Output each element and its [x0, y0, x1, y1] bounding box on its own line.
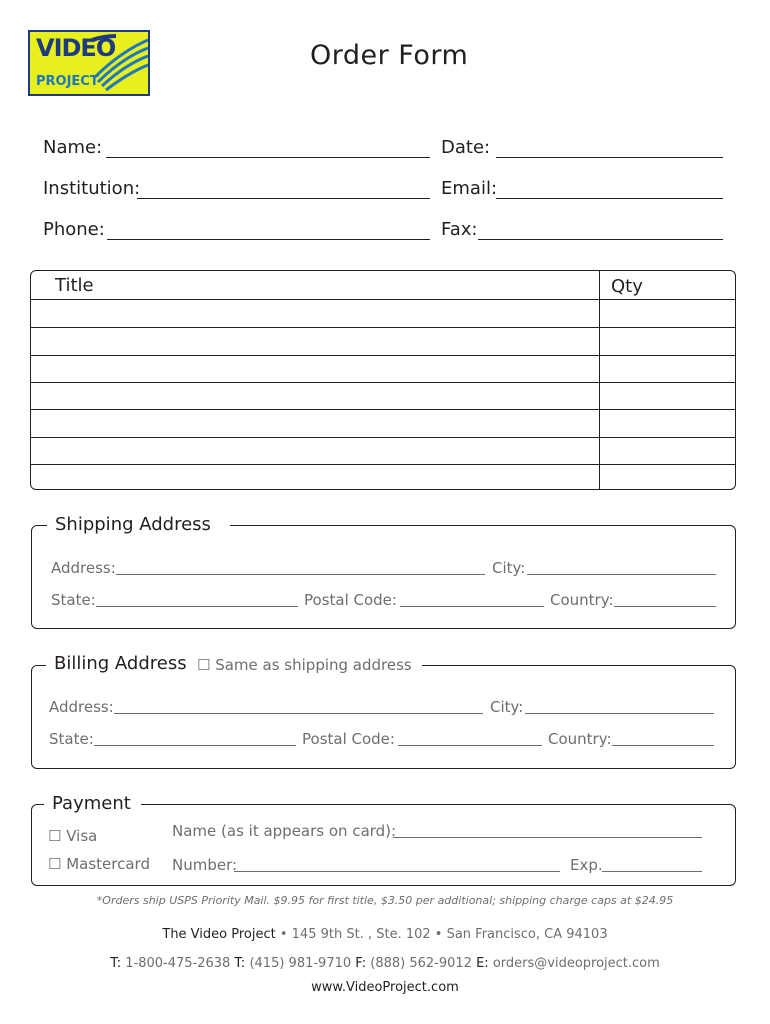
- fax-label: Fax:: [441, 219, 478, 240]
- shipping-city-label: City:: [492, 559, 526, 577]
- card-exp-field[interactable]: [602, 871, 702, 872]
- logo-text-video: VIDEO: [36, 34, 116, 62]
- table-row[interactable]: [31, 464, 735, 465]
- phone-tollfree-value: 1-800-475-2638: [121, 956, 235, 971]
- table-row[interactable]: [31, 355, 735, 356]
- phone-tollfree-label: T:: [110, 956, 122, 971]
- billing-country-field[interactable]: [612, 745, 714, 746]
- shipping-city-field[interactable]: [527, 574, 716, 575]
- shipping-postal-field[interactable]: [400, 606, 544, 607]
- website-link[interactable]: www.VideoProject.com: [311, 980, 459, 995]
- name-label: Name:: [43, 137, 103, 158]
- name-on-card-field[interactable]: [393, 837, 702, 838]
- table-row[interactable]: [31, 437, 735, 438]
- billing-city-label: City:: [490, 698, 524, 716]
- billing-country-label: Country:: [548, 730, 612, 748]
- email-footer-label: E:: [476, 956, 489, 971]
- billing-address-section: [31, 665, 736, 769]
- shipping-country-field[interactable]: [614, 606, 716, 607]
- phone-label: Phone:: [43, 219, 105, 240]
- institution-field[interactable]: [137, 198, 430, 199]
- billing-city-field[interactable]: [525, 713, 714, 714]
- shipping-address-label: Address:: [51, 559, 116, 577]
- table-row[interactable]: [31, 299, 735, 300]
- same-as-shipping-checkbox[interactable]: ☐ Same as shipping address: [197, 656, 422, 674]
- card-number-label: Number:: [172, 856, 238, 874]
- payment-legend: Payment: [44, 793, 141, 814]
- table-row[interactable]: [31, 409, 735, 410]
- billing-postal-field[interactable]: [398, 745, 542, 746]
- footer-address-line: [0, 927, 770, 942]
- shipping-country-label: Country:: [550, 591, 614, 609]
- table-row[interactable]: [31, 327, 735, 328]
- legend-gap: [212, 525, 230, 527]
- email-footer-value[interactable]: orders@videoproject.com: [488, 956, 660, 971]
- shipping-state-label: State:: [51, 591, 96, 609]
- phone-local-label: T:: [234, 956, 246, 971]
- billing-address-field[interactable]: [114, 713, 483, 714]
- payment-section: [31, 804, 736, 886]
- order-table: [30, 270, 736, 490]
- shipping-state-field[interactable]: [96, 606, 298, 607]
- billing-address-legend: Billing Address: [46, 653, 197, 674]
- shipping-note: *Orders ship USPS Priority Mail. $9.95 for first title, $3.50 per additional; shipping charge caps at $24.95: [96, 894, 674, 907]
- company-address: • 145 9th St. , Ste. 102 • San Francisco, CA 94103: [275, 927, 608, 942]
- date-label: Date:: [441, 137, 491, 158]
- name-on-card-label: Name (as it appears on card):: [172, 822, 397, 840]
- institution-label: Institution:: [43, 178, 141, 199]
- shipping-postal-label: Postal Code:: [304, 591, 397, 609]
- company-name: The Video Project: [162, 927, 276, 942]
- billing-state-field[interactable]: [94, 745, 296, 746]
- shipping-address-legend: Shipping Address: [47, 514, 221, 535]
- billing-state-label: State:: [49, 730, 94, 748]
- title-column-header: Title: [55, 275, 94, 296]
- table-row[interactable]: [31, 382, 735, 383]
- name-field[interactable]: [106, 157, 430, 158]
- logo-text-project: PROJECT: [36, 74, 99, 89]
- card-number-field[interactable]: [234, 871, 560, 872]
- mastercard-checkbox[interactable]: ☐ Mastercard: [48, 855, 150, 873]
- footer-contact-line: [0, 956, 770, 971]
- email-label: Email:: [441, 178, 498, 199]
- billing-address-label: Address:: [49, 698, 114, 716]
- fax-footer-label: F:: [355, 956, 367, 971]
- qty-column-divider: [599, 271, 600, 489]
- visa-checkbox[interactable]: ☐ Visa: [48, 827, 98, 845]
- card-exp-label: Exp.: [570, 856, 603, 874]
- qty-column-header: Qty: [611, 276, 643, 297]
- billing-postal-label: Postal Code:: [302, 730, 395, 748]
- phone-local-value: (415) 981-9710: [245, 956, 356, 971]
- page-title: Order Form: [310, 40, 469, 71]
- email-field[interactable]: [496, 198, 723, 199]
- shipping-address-section: [31, 525, 736, 629]
- fax-footer-value: (888) 562-9012: [366, 956, 477, 971]
- fax-field[interactable]: [478, 239, 723, 240]
- video-project-logo: [28, 30, 150, 96]
- shipping-address-field[interactable]: [116, 574, 485, 575]
- date-field[interactable]: [496, 157, 723, 158]
- phone-field[interactable]: [107, 239, 430, 240]
